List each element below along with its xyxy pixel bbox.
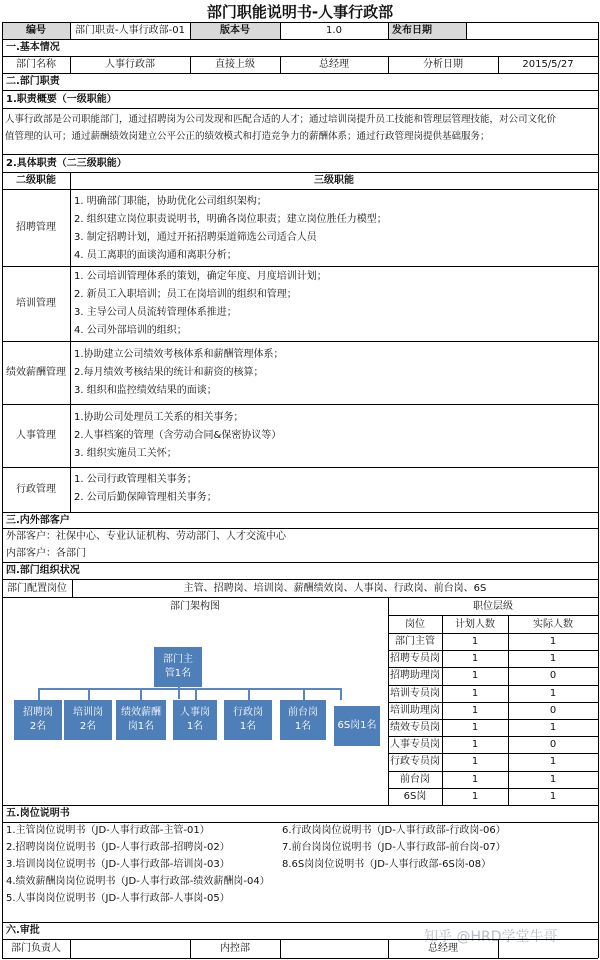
level-cell-actual: 1	[549, 722, 557, 734]
level-cell-actual: 1	[549, 790, 557, 802]
grid-line	[2, 73, 598, 74]
level-cell-post: 部门主管	[395, 636, 435, 648]
grid-line	[388, 702, 598, 703]
analysis-date-value: 2015/5/27	[522, 59, 574, 70]
list-item: 3.培训岗岗位说明书（JD-人事行政部-培训岗-03）	[6, 859, 230, 870]
list-item: 4. 员工离职的面谈沟通和离职分析；	[74, 250, 237, 261]
grid-line	[388, 753, 598, 754]
org-connector-v	[178, 687, 180, 699]
grid-line	[2, 108, 598, 109]
internal-clients: 内部客户：各部门	[6, 548, 86, 559]
grid-line	[388, 939, 389, 958]
grid-line	[2, 528, 598, 529]
level-cell-actual: 0	[549, 704, 557, 716]
analysis-date-label: 分析日期	[423, 59, 463, 70]
grid-line	[498, 939, 499, 958]
dept-name-value: 人事行政部	[105, 59, 155, 70]
publish-label: 发布日期	[392, 25, 432, 36]
grid-line	[2, 341, 598, 342]
section-positions-title: 五.岗位说明书	[6, 808, 70, 819]
level-cell-actual: 1	[549, 756, 557, 768]
org-connector-v	[248, 688, 250, 700]
level-cell-post: 招聘助理岗	[390, 670, 440, 682]
grid-line	[2, 90, 598, 91]
grid-line	[442, 615, 443, 805]
grid-line	[388, 650, 598, 651]
page-title: 部门职能说明书-人事行政部	[206, 2, 394, 21]
grid-line	[70, 172, 71, 512]
section-approval-title: 六.审批	[6, 925, 40, 936]
grid-line	[2, 22, 3, 958]
list-item: 5.人事岗岗位说明书（JD-人事行政部-人事岗-05）	[6, 893, 230, 904]
grid-line	[388, 615, 598, 616]
list-item: 2. 公司后勤保障管理相关事务；	[74, 492, 217, 503]
org-connector-v	[195, 688, 197, 700]
list-item: 7.前台岗岗位说明书（JD-人事行政部-前台岗-07）	[282, 842, 506, 853]
level-cell-plan: 1	[471, 773, 479, 785]
section-duties-title: 二.部门职责	[6, 76, 60, 87]
grid-line	[2, 939, 598, 940]
list-item: 3. 组织和监控绩效结果的面谈；	[74, 385, 217, 396]
code-label: 编号	[26, 25, 46, 36]
org-connector-v	[303, 688, 305, 700]
org-connector-v	[340, 688, 342, 700]
overview-title: 1.职责概要（一级职能）	[6, 93, 117, 105]
level-cell-actual: 1	[549, 636, 557, 648]
superior-label: 直接上级	[215, 59, 255, 70]
duty-name-personnel: 人事管理	[16, 430, 56, 441]
level-cell-plan: 1	[471, 704, 479, 716]
section-clients-title: 三.内外部客户	[6, 514, 70, 526]
grid-line	[2, 22, 598, 23]
level-title: 职位层级	[473, 600, 513, 612]
duty-items-recruit	[74, 193, 594, 265]
grid-line	[2, 467, 598, 468]
dept-head-label: 部门负责人	[11, 943, 61, 954]
level-cell-post: 6S岗	[403, 790, 427, 802]
grid-line	[388, 22, 389, 39]
grid-line	[388, 788, 598, 789]
grid-line	[2, 172, 598, 173]
level-cell-plan: 1	[471, 636, 479, 648]
level-cell-plan: 1	[471, 670, 479, 682]
grid-line	[388, 56, 389, 73]
grid-line	[70, 939, 71, 958]
grid-line	[388, 633, 598, 634]
section-org-title: 四.部门组织状况	[6, 565, 80, 576]
dept-name-label: 部门名称	[16, 59, 56, 70]
list-item: 1.协助公司处理员工关系的相关事务；	[74, 412, 244, 423]
overview-line-1: 人事行政部是公司职能部门，通过招聘岗为公司发现和匹配合适的人才；通过培训岗提升员工技能和管理层管理技能，对公司文化价	[5, 114, 557, 125]
grid-line	[598, 22, 599, 958]
level-cell-post: 前台岗	[400, 773, 430, 785]
grid-line	[280, 22, 281, 39]
grid-line	[2, 562, 598, 563]
level-cell-actual: 1	[549, 773, 557, 785]
org-box-training: 培训岗2名	[64, 700, 112, 740]
section-basic-title: 一.基本情况	[6, 42, 60, 53]
level-cell-plan: 1	[471, 722, 479, 734]
org-box-recruit: 招聘岗2名	[14, 700, 62, 740]
posts-value: 主管、招聘岗、培训岗、薪酬绩效岗、人事岗、行政岗、前台岗、6S	[183, 582, 487, 594]
col-third-level: 三级职能	[314, 175, 354, 186]
org-box-6s: 6S岗1名	[334, 706, 380, 746]
col-post: 岗位	[405, 618, 425, 630]
level-cell-actual: 0	[549, 670, 557, 682]
level-cell-post: 人事专员岗	[390, 739, 440, 751]
list-item: 6.行政岗岗位说明书（JD-人事行政部-行政岗-06）	[282, 825, 506, 836]
level-cell-actual: 1	[549, 687, 557, 699]
grid-line	[280, 56, 281, 73]
grid-line	[72, 579, 73, 597]
grid-line	[2, 579, 598, 580]
grid-line	[2, 597, 598, 598]
grid-line	[508, 615, 509, 805]
duty-items-admin	[74, 471, 594, 507]
duty-items-performance	[74, 346, 594, 400]
org-connector-h	[38, 688, 340, 690]
org-box-personnel: 人事岗1名	[173, 700, 217, 740]
grid-line	[2, 39, 598, 40]
positions-left-list	[6, 822, 286, 907]
grid-line	[388, 719, 598, 720]
grid-line	[2, 154, 598, 155]
level-cell-post: 培训专员岗	[390, 687, 440, 699]
external-clients: 外部客户：社保中心、专业认证机构、劳动部门、人才交流中心	[6, 531, 286, 542]
grid-line	[498, 56, 499, 73]
col-second-level: 二级职能	[16, 175, 56, 186]
level-cell-post: 招聘专员岗	[390, 653, 440, 665]
level-cell-plan: 1	[471, 653, 479, 665]
list-item: 1. 公司行政管理相关事务；	[74, 474, 197, 485]
grid-line	[388, 685, 598, 686]
list-item: 3. 组织实施员工关怀；	[74, 448, 177, 459]
level-cell-plan: 1	[471, 687, 479, 699]
level-cell-post: 绩效专员岗	[390, 722, 440, 734]
level-cell-plan: 1	[471, 756, 479, 768]
grid-line	[2, 56, 598, 57]
version-value: 1.0	[280, 22, 388, 39]
grid-line	[190, 939, 191, 958]
positions-right-list	[282, 822, 598, 873]
grid-line	[388, 771, 598, 772]
grid-line	[2, 822, 598, 823]
grid-line	[388, 805, 598, 806]
grid-line	[190, 56, 191, 73]
list-item: 2. 新员工入职培训；员工在岗培训的组织和管理；	[74, 289, 297, 300]
level-cell-actual: 1	[549, 653, 557, 665]
grid-line	[70, 56, 71, 73]
level-cell-post: 行政专员岗	[390, 756, 440, 768]
grid-line	[2, 266, 598, 267]
duty-items-training	[74, 268, 594, 340]
grid-line	[2, 512, 598, 513]
list-item: 4.绩效薪酬岗岗位说明书（JD-人事行政部-绩效薪酬岗-04）	[6, 876, 270, 887]
grid-line	[190, 22, 191, 39]
grid-line	[388, 667, 598, 668]
list-item: 3. 制定招聘计划，通过开拓招聘渠道筛选公司适合人员	[74, 232, 317, 243]
org-connector-v	[38, 688, 40, 700]
level-cell-plan: 1	[471, 790, 479, 802]
col-plan: 计划人数	[455, 618, 495, 630]
chart-title: 部门架构图	[170, 600, 220, 612]
internal-control-label: 内控部	[220, 943, 250, 954]
level-cell-post: 培训助理岗	[390, 704, 440, 716]
grid-line	[466, 22, 467, 39]
superior-value: 总经理	[319, 59, 349, 70]
duty-items-personnel	[74, 409, 594, 463]
grid-line	[2, 404, 598, 405]
publish-value	[466, 22, 598, 39]
duty-name-recruit: 招聘管理	[16, 222, 56, 233]
list-item: 1. 公司培训管理体系的策划，确定年度、月度培训计划；	[74, 271, 327, 282]
posts-label: 部门配置岗位	[7, 582, 67, 594]
level-cell-plan: 1	[471, 739, 479, 751]
list-item: 1. 明确部门职能，协助优化公司组织架构；	[74, 196, 267, 207]
list-item: 2.招聘岗岗位说明书（JD-人事行政部-招聘岗-02）	[6, 842, 230, 853]
grid-line	[2, 189, 598, 190]
watermark: 知乎 @HRD学堂牛哥	[424, 929, 558, 945]
duty-name-training: 培训管理	[16, 298, 56, 309]
list-item: 2.每月绩效考核结果的统计和薪资的核算；	[74, 367, 264, 378]
duty-name-admin: 行政管理	[16, 484, 56, 495]
org-box-head: 部门主管1名	[154, 647, 202, 687]
level-cell-actual: 0	[549, 739, 557, 751]
list-item: 1.主管岗位说明书（JD-人事行政部-主管-01）	[6, 825, 210, 836]
overview-line-2: 值管理的认可；通过薪酬绩效岗建立公平公正的绩效模式和打造竞争力的薪酬体系；通过行政管理岗提供基础服务；	[5, 131, 490, 142]
specific-title: 2.具体职责（二三级职能）	[6, 157, 127, 169]
version-label: 版本号	[220, 25, 250, 36]
gm-label: 总经理	[428, 943, 458, 954]
list-item: 1.协助建立公司绩效考核体系和薪酬管理体系；	[74, 349, 284, 360]
code-value: 部门职责-人事行政部-01	[70, 22, 190, 39]
duty-name-performance: 绩效薪酬管理	[6, 367, 66, 378]
list-item: 8.6S岗岗位说明书（JD-人事行政部-6S岗-08）	[282, 859, 492, 870]
org-connector-v	[88, 688, 90, 700]
list-item: 4. 公司外部培训的组织；	[74, 325, 187, 336]
list-item: 2.人事档案的管理（含劳动合同&保密协议等）	[74, 430, 282, 441]
org-box-reception: 前台岗1名	[280, 700, 326, 740]
col-actual: 实际人数	[533, 618, 573, 630]
org-box-performance: 绩效薪酬岗1名	[116, 700, 166, 740]
org-box-admin: 行政岗1名	[224, 700, 272, 740]
grid-line	[2, 922, 598, 923]
grid-line	[280, 939, 281, 958]
grid-line	[388, 736, 598, 737]
list-item: 3. 主导公司人员流转管理体系推进；	[74, 307, 237, 318]
grid-line	[2, 958, 598, 959]
list-item: 2. 组织建立岗位职责说明书，明确各岗位职责；建立岗位胜任力模型；	[74, 214, 387, 225]
org-connector-v	[140, 688, 142, 700]
grid-line	[70, 22, 71, 39]
